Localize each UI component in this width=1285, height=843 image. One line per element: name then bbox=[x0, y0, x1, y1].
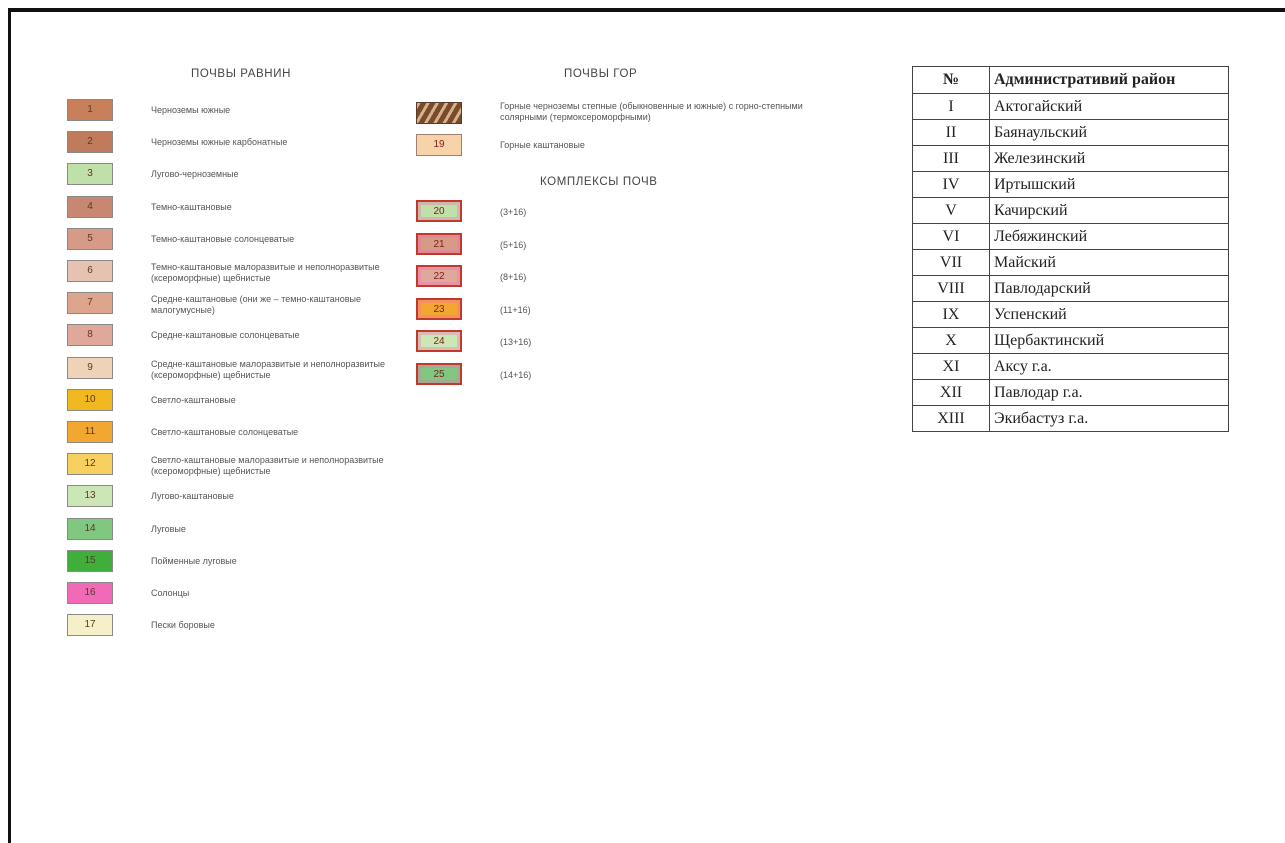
district-name: Павлодарский bbox=[990, 276, 1229, 302]
legend-item bbox=[67, 260, 427, 286]
legend-item bbox=[67, 99, 427, 125]
legend-label: Средне-каштановые малоразвитые и неполноразвитые (ксероморфные) щебнистые bbox=[151, 358, 385, 380]
complex-legend-swatch: 24 bbox=[416, 330, 462, 352]
complex-legend-label: (13+16) bbox=[500, 337, 532, 347]
legend-item bbox=[67, 357, 427, 383]
table-row bbox=[913, 250, 1229, 276]
complex-legend-label: (8+16) bbox=[500, 272, 527, 282]
legend-item bbox=[67, 582, 427, 608]
legend-item bbox=[67, 131, 427, 157]
legend-item bbox=[67, 196, 427, 222]
district-name: Баянаульский bbox=[990, 120, 1229, 146]
district-number: XIII bbox=[913, 406, 990, 432]
table-row bbox=[913, 302, 1229, 328]
district-name: Актогайский bbox=[990, 94, 1229, 120]
legend-item bbox=[67, 292, 427, 318]
legend-item bbox=[67, 421, 427, 447]
district-number: IX bbox=[913, 302, 990, 328]
district-number: XII bbox=[913, 380, 990, 406]
district-name: Качирский bbox=[990, 198, 1229, 224]
complex-legend-label: (3+16) bbox=[500, 207, 527, 217]
district-number: VII bbox=[913, 250, 990, 276]
legend-label: Луговые bbox=[151, 523, 186, 534]
legend-label: Лугово-черноземные bbox=[151, 169, 239, 180]
legend-swatch: 9 bbox=[67, 357, 113, 379]
table-row bbox=[913, 172, 1229, 198]
district-name: Майский bbox=[990, 250, 1229, 276]
legend-item bbox=[67, 389, 427, 415]
legend-swatch: 4 bbox=[67, 196, 113, 218]
legend-swatch: 8 bbox=[67, 324, 113, 346]
legend-label: Темно-каштановые малоразвитые и неполноразвитые (ксероморфные) щебнистые bbox=[151, 262, 380, 283]
frame-left-border bbox=[8, 8, 11, 843]
district-name: Аксу г.а. bbox=[990, 354, 1229, 380]
complex-legend-swatch: 20 bbox=[416, 200, 462, 222]
district-number: X bbox=[913, 328, 990, 354]
legend-swatch: 10 bbox=[67, 389, 113, 411]
district-number: II bbox=[913, 120, 990, 146]
districts-table bbox=[912, 66, 1229, 432]
district-number: XI bbox=[913, 354, 990, 380]
legend-label: Солонцы bbox=[151, 588, 190, 598]
complex-legend-swatch: 25 bbox=[416, 363, 462, 385]
district-name: Экибастуз г.а. bbox=[990, 406, 1229, 432]
table-row bbox=[913, 276, 1229, 302]
column-header-num: № bbox=[913, 67, 990, 94]
legend-swatch: 6 bbox=[67, 260, 113, 282]
legend-label: Черноземы южные карбонатные bbox=[151, 137, 288, 148]
legend-item bbox=[67, 324, 427, 350]
complex-legend-swatch: 21 bbox=[416, 233, 462, 255]
district-number: V bbox=[913, 198, 990, 224]
legend-item bbox=[67, 163, 427, 189]
legend-swatch: 17 bbox=[67, 614, 113, 636]
district-name: Успенский bbox=[990, 302, 1229, 328]
district-number: VI bbox=[913, 224, 990, 250]
legend-item bbox=[67, 485, 427, 511]
table-row bbox=[913, 120, 1229, 146]
legend-label: Пески боровые bbox=[151, 620, 215, 631]
legend-swatch: 7 bbox=[67, 292, 113, 314]
mountain-legend-swatch: 19 bbox=[416, 134, 462, 156]
complex-legend-swatch: 23 bbox=[416, 298, 462, 320]
legend-swatch: 12 bbox=[67, 453, 113, 475]
mountain-legend-swatch bbox=[416, 102, 462, 124]
complex-legend-label: (5+16) bbox=[500, 239, 527, 250]
district-number: VIII bbox=[913, 276, 990, 302]
legend-swatch: 15 bbox=[67, 550, 113, 572]
legend-label: Средне-каштановые солонцеватые bbox=[151, 330, 300, 341]
complex-legend-label: (14+16) bbox=[500, 369, 532, 380]
complex-legend-label: (11+16) bbox=[500, 304, 531, 315]
districts-header-row bbox=[913, 67, 1229, 94]
table-row bbox=[913, 354, 1229, 380]
legend-item bbox=[67, 228, 427, 254]
table-row bbox=[913, 146, 1229, 172]
legend-swatch: 14 bbox=[67, 518, 113, 540]
legend-label: Темно-каштановые солонцеватые bbox=[151, 233, 295, 244]
legend-label: Средне-каштановые (они же – темно-каштановые малогумусные) bbox=[151, 294, 361, 316]
district-name: Лебяжинский bbox=[990, 224, 1229, 250]
frame-top-border bbox=[8, 8, 1285, 12]
legend-swatch: 3 bbox=[67, 163, 113, 185]
table-row bbox=[913, 328, 1229, 354]
legend-label: Светло-каштановые малоразвитые и неполноразвитые (ксероморфные) щебнистые bbox=[151, 455, 384, 477]
district-number: IV bbox=[913, 172, 990, 198]
legend-label: Черноземы южные bbox=[151, 105, 231, 115]
legend-item bbox=[67, 518, 427, 544]
table-row bbox=[913, 224, 1229, 250]
column-header-name: Административий район bbox=[990, 67, 1229, 94]
legend-label: Пойменные луговые bbox=[151, 555, 237, 566]
legend-label: Темно-каштановые bbox=[151, 201, 232, 212]
legend-swatch: 5 bbox=[67, 228, 113, 250]
mountain-legend-label: Горные черноземы степные (обыкновенные и южные) с горно-степными солярными (термоксероморфными) bbox=[500, 101, 803, 122]
legend-item bbox=[67, 550, 427, 576]
legend-swatch: 2 bbox=[67, 131, 113, 153]
complex-legend-swatch: 22 bbox=[416, 265, 462, 287]
legend-swatch: 1 bbox=[67, 99, 113, 121]
mountain-legend-label: Горные каштановые bbox=[500, 140, 585, 150]
legend-item bbox=[67, 614, 427, 640]
district-name: Щербактинский bbox=[990, 328, 1229, 354]
legend-swatch: 11 bbox=[67, 421, 113, 443]
complexes-title: КОМПЛЕКСЫ ПОЧВ bbox=[540, 176, 658, 188]
district-name: Железинский bbox=[990, 146, 1229, 172]
plains-title: ПОЧВЫ РАВНИН bbox=[191, 68, 291, 80]
legend-item bbox=[67, 453, 427, 479]
table-row bbox=[913, 380, 1229, 406]
legend-label: Лугово-каштановые bbox=[151, 491, 234, 502]
district-name: Иртышский bbox=[990, 172, 1229, 198]
district-number: III bbox=[913, 146, 990, 172]
table-row bbox=[913, 406, 1229, 432]
legend-label: Светло-каштановые bbox=[151, 394, 236, 405]
legend-label: Светло-каштановые солонцеватые bbox=[151, 427, 299, 437]
table-row bbox=[913, 94, 1229, 120]
district-number: I bbox=[913, 94, 990, 120]
legend-swatch: 16 bbox=[67, 582, 113, 604]
legend-swatch: 13 bbox=[67, 485, 113, 507]
table-row bbox=[913, 198, 1229, 224]
district-name: Павлодар г.а. bbox=[990, 380, 1229, 406]
mountains-title: ПОЧВЫ ГОР bbox=[564, 68, 638, 80]
